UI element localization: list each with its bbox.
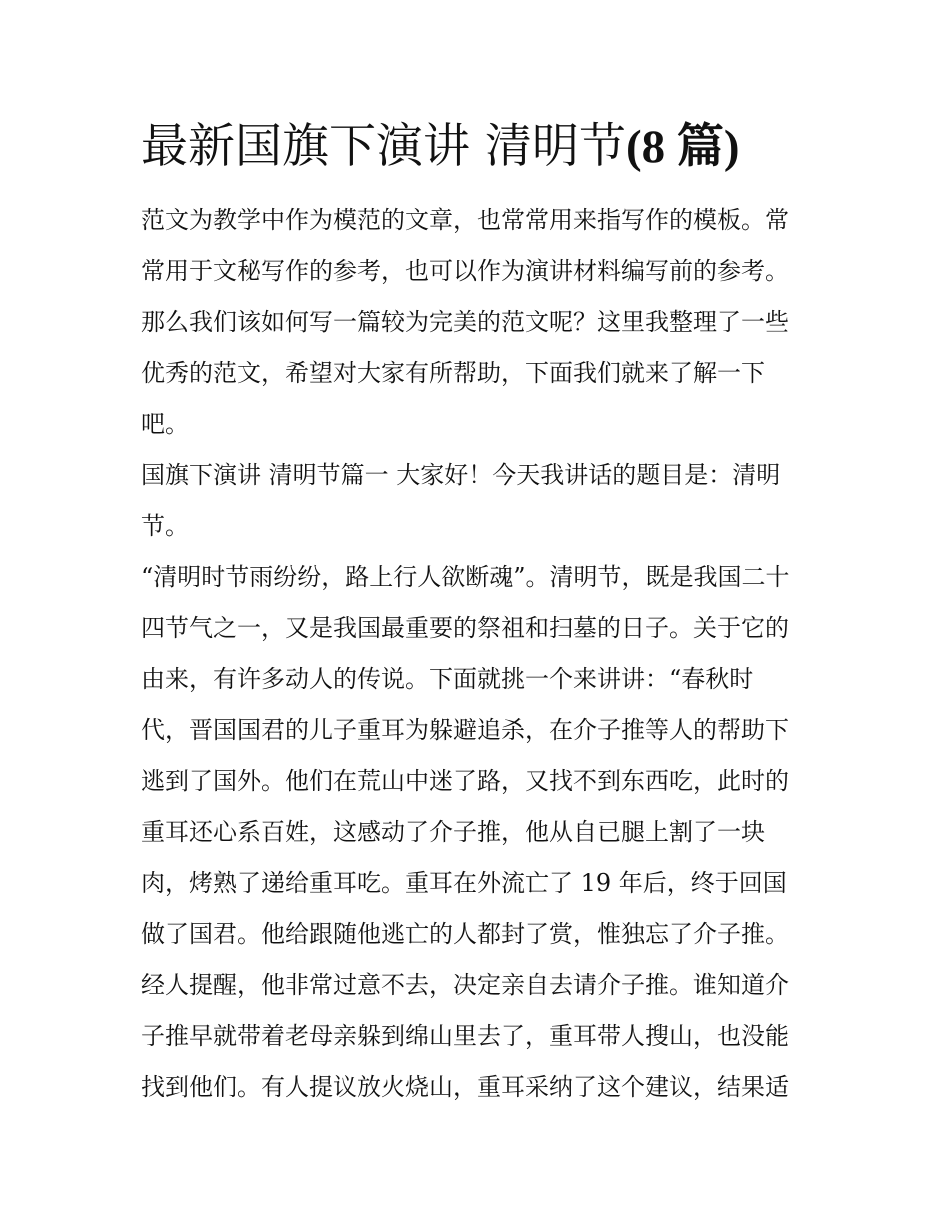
body-line: 节。 [141, 512, 189, 540]
body-line: 吧。 [141, 410, 189, 438]
body-line: 逃到了国外。他们在荒山中迷了路，又找不到东西吃，此时的 [141, 767, 789, 795]
body-line: “清明时节雨纷纷，路上行人欲断魂”。清明节，既是我国二十 [141, 563, 790, 591]
body-line: 肉，烤熟了递给重耳吃。重耳在外流亡了 19 年后，终于回国 [141, 869, 787, 897]
body-line: 代，晋国国君的儿子重耳为躲避追杀，在介子推等人的帮助下 [141, 716, 789, 744]
body-line: 国旗下演讲 清明节篇一 大家好！今天我讲话的题目是：清明 [141, 461, 781, 489]
body-line: 做了国君。他给跟随他逃亡的人都封了赏，惟独忘了介子推。 [141, 920, 789, 948]
title-count: (8 篇) [625, 121, 740, 173]
body-line: 四节气之一，又是我国最重要的祭祖和扫墓的日子。关于它的 [141, 614, 789, 642]
body-line: 常用于文秘写作的参考，也可以作为演讲材料编写前的参考。 [141, 257, 789, 285]
body-line: 重耳还心系百姓，这感动了介子推，他从自已腿上割了一块 [141, 818, 765, 846]
body-line: 优秀的范文，希望对大家有所帮助，下面我们就来了解一下 [141, 359, 765, 387]
body-line: 由来，有许多动人的传说。下面就挑一个来讲讲：“春秋时 [141, 665, 754, 693]
title-main: 最新国旗下演讲 清明节 [141, 119, 626, 174]
body-line: 子推早就带着老母亲躲到绵山里去了，重耳带人搜山，也没能 [141, 1022, 789, 1050]
body-line: 那么我们该如何写一篇较为完美的范文呢？这里我整理了一些 [141, 308, 789, 336]
body-line: 范文为教学中作为模范的文章，也常常用来指写作的模板。常 [141, 206, 789, 234]
body-line: 找到他们。有人提议放火烧山，重耳采纳了这个建议，结果适 [141, 1073, 789, 1101]
body-line: 经人提醒，他非常过意不去，决定亲自去请介子推。谁知道介 [141, 971, 789, 999]
document-title [141, 117, 740, 177]
